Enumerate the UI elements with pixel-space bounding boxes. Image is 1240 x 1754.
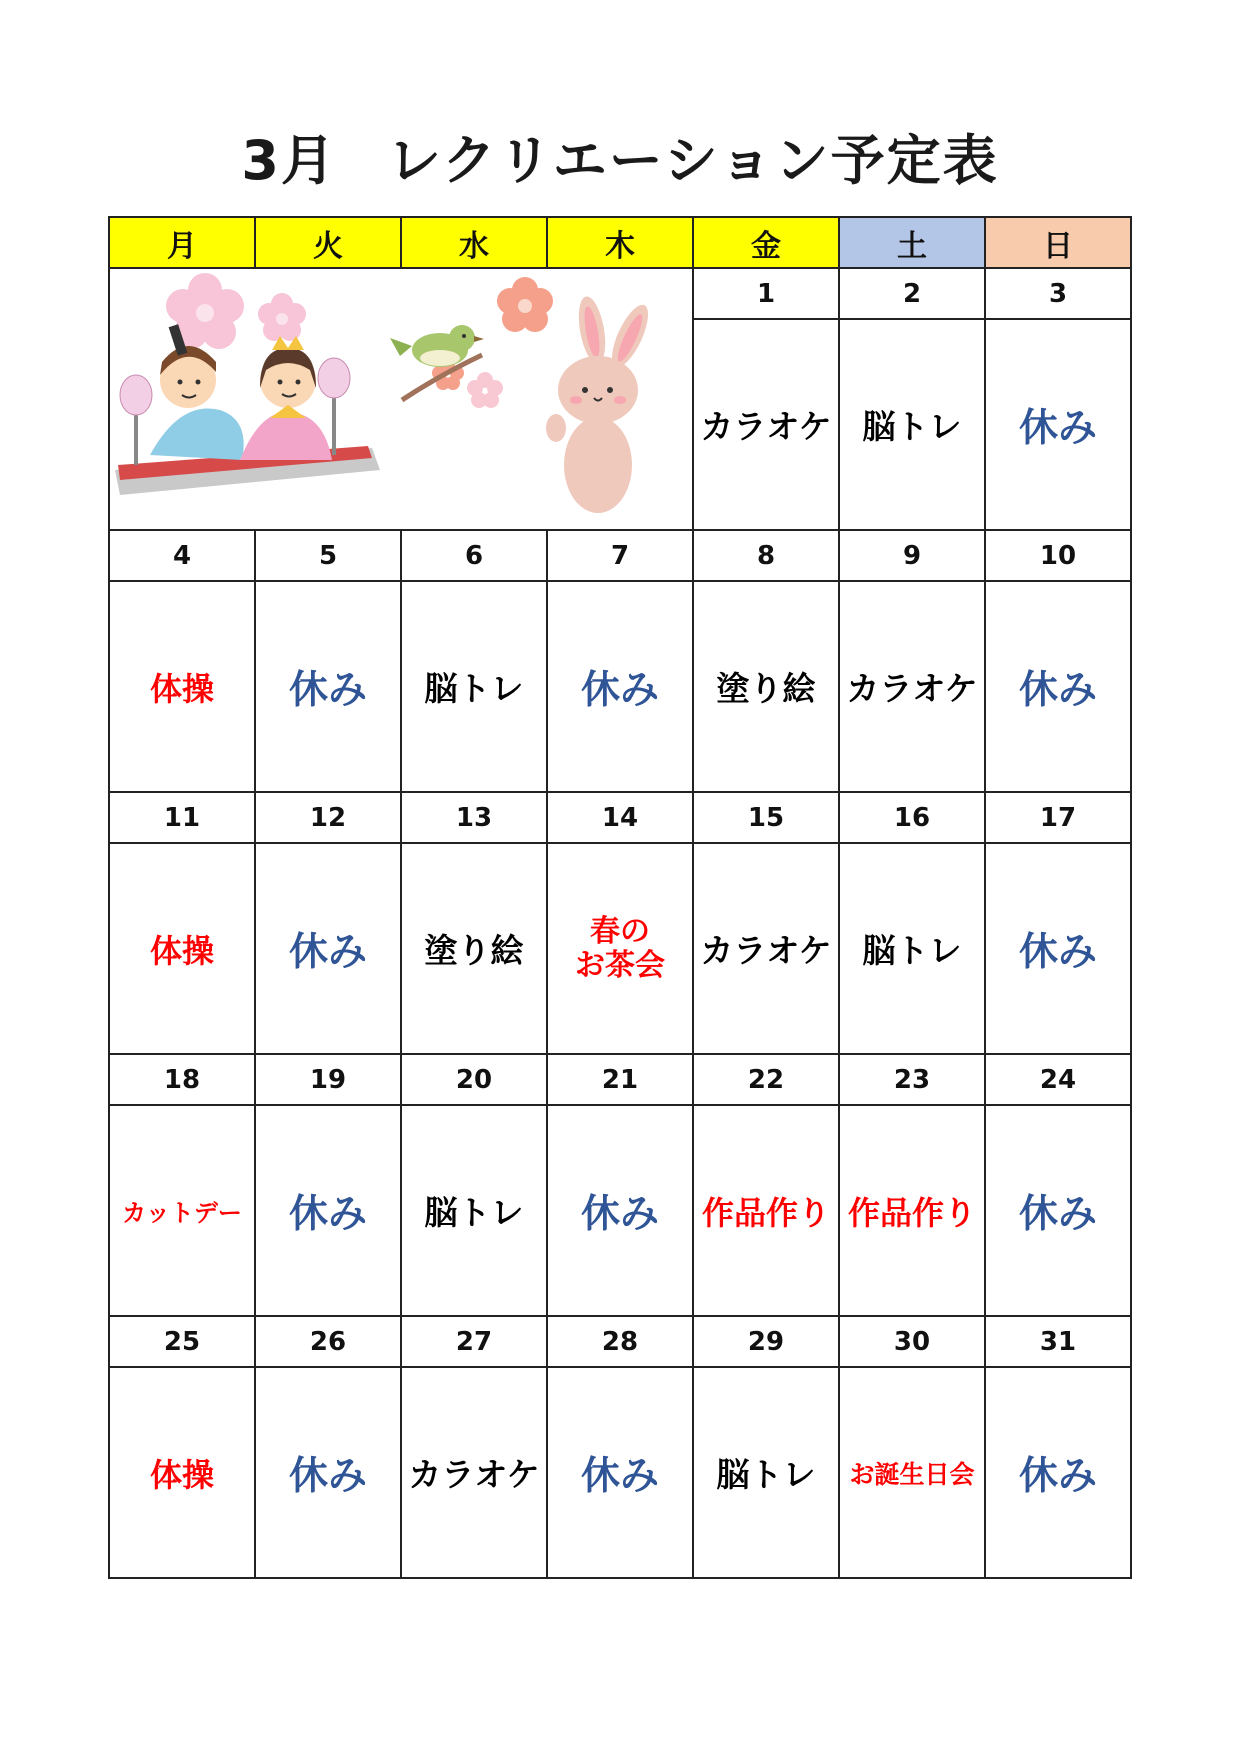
date-15: 15 (693, 792, 839, 843)
week-5-activity-row (109, 1367, 1131, 1578)
activity-label: 休み (288, 1453, 367, 1499)
week-4-date-row (109, 1054, 1131, 1105)
date-1: 1 (693, 268, 839, 319)
recreation-calendar (108, 216, 1132, 1579)
activity-cell (401, 843, 547, 1054)
date-30: 30 (839, 1316, 985, 1367)
activity-label: カラオケ (846, 669, 978, 708)
date-28: 28 (547, 1316, 693, 1367)
event-cell (839, 1367, 985, 1578)
date-27: 27 (401, 1316, 547, 1367)
activity-label: 休み (1018, 405, 1097, 451)
activity-label: 塗り絵 (716, 669, 816, 708)
rest-day-cell (985, 843, 1131, 1054)
week-2-activity-row (109, 581, 1131, 792)
activity-cell (839, 843, 985, 1054)
weekday-thu: 木 (547, 217, 693, 268)
week-3-activity-row (109, 843, 1131, 1054)
date-19: 19 (255, 1054, 401, 1105)
date-11: 11 (109, 792, 255, 843)
activity-cell (401, 1105, 547, 1316)
activity-label: カラオケ (700, 407, 832, 446)
rest-day-cell (547, 581, 693, 792)
activity-label: 脳トレ (716, 1455, 816, 1494)
event-cell (109, 1105, 255, 1316)
date-26: 26 (255, 1316, 401, 1367)
activity-label: 休み (580, 1453, 659, 1499)
activity-label: 休み (580, 1191, 659, 1237)
rest-day-cell (985, 319, 1131, 530)
weekday-header-row (109, 217, 1131, 268)
date-13: 13 (401, 792, 547, 843)
illustration-cell (109, 268, 693, 530)
rest-day-cell (255, 1105, 401, 1316)
date-23: 23 (839, 1054, 985, 1105)
activity-label: 休み (1018, 1453, 1097, 1499)
activity-label: カラオケ (700, 931, 832, 970)
date-12: 12 (255, 792, 401, 843)
week-5-date-row (109, 1316, 1131, 1367)
date-25: 25 (109, 1316, 255, 1367)
hina-dolls-icon (115, 324, 380, 495)
date-3: 3 (985, 268, 1131, 319)
activity-label: 休み (580, 667, 659, 713)
activity-cell (839, 319, 985, 530)
activity-label: 春の お茶会 (575, 913, 665, 983)
week-2-date-row (109, 530, 1131, 581)
weekday-fri: 金 (693, 217, 839, 268)
title-text: レクリエーション予定表 (386, 129, 999, 192)
activity-cell (693, 581, 839, 792)
activity-label: 脳トレ (424, 669, 524, 708)
activity-label: 休み (1018, 929, 1097, 975)
page-title (0, 118, 1240, 195)
rest-day-cell (985, 581, 1131, 792)
date-17: 17 (985, 792, 1131, 843)
activity-label: 休み (288, 1191, 367, 1237)
activity-label: 脳トレ (862, 407, 962, 446)
activity-label: 作品作り (701, 1193, 830, 1232)
activity-label: 休み (288, 929, 367, 975)
rabbit-icon (546, 294, 655, 513)
activity-label: 体操 (149, 669, 214, 708)
date-20: 20 (401, 1054, 547, 1105)
date-5: 5 (255, 530, 401, 581)
event-cell (547, 843, 693, 1054)
activity-label: 作品作り (847, 1193, 976, 1232)
date-2: 2 (839, 268, 985, 319)
date-8: 8 (693, 530, 839, 581)
activity-cell (693, 843, 839, 1054)
event-cell (839, 1105, 985, 1316)
hina-matsuri-illustration (110, 270, 688, 528)
weekday-wed: 水 (401, 217, 547, 268)
activity-label: カットデー (122, 1199, 242, 1227)
activity-label: カラオケ (408, 1455, 540, 1494)
date-9: 9 (839, 530, 985, 581)
activity-cell (693, 1367, 839, 1578)
activity-label: 休み (1018, 1191, 1097, 1237)
activity-cell (401, 1367, 547, 1578)
activity-cell (109, 843, 255, 1054)
title-month: 3月 (241, 129, 337, 192)
week-3-date-row (109, 792, 1131, 843)
activity-cell (401, 581, 547, 792)
date-10: 10 (985, 530, 1131, 581)
date-22: 22 (693, 1054, 839, 1105)
date-7: 7 (547, 530, 693, 581)
weekday-sat: 土 (839, 217, 985, 268)
activity-cell (109, 581, 255, 792)
activity-label: お誕生日会 (849, 1459, 975, 1489)
date-29: 29 (693, 1316, 839, 1367)
week-1-date-row (109, 268, 1131, 319)
rest-day-cell (547, 1105, 693, 1316)
date-6: 6 (401, 530, 547, 581)
event-cell (693, 1105, 839, 1316)
date-21: 21 (547, 1054, 693, 1105)
activity-label: 体操 (149, 1455, 214, 1494)
activity-label: 体操 (149, 931, 214, 970)
activity-label: 脳トレ (424, 1193, 524, 1232)
weekday-tue: 火 (255, 217, 401, 268)
date-14: 14 (547, 792, 693, 843)
activity-cell (109, 1367, 255, 1578)
activity-label: 休み (288, 667, 367, 713)
activity-label: 塗り絵 (424, 931, 524, 970)
date-4: 4 (109, 530, 255, 581)
week-4-activity-row (109, 1105, 1131, 1316)
date-31: 31 (985, 1316, 1131, 1367)
rest-day-cell (985, 1105, 1131, 1316)
activity-label: 休み (1018, 667, 1097, 713)
date-16: 16 (839, 792, 985, 843)
weekday-sun: 日 (985, 217, 1131, 268)
rest-day-cell (255, 581, 401, 792)
rest-day-cell (985, 1367, 1131, 1578)
activity-cell (839, 581, 985, 792)
activity-cell (693, 319, 839, 530)
date-24: 24 (985, 1054, 1131, 1105)
rest-day-cell (255, 1367, 401, 1578)
activity-label: 脳トレ (862, 931, 962, 970)
rest-day-cell (255, 843, 401, 1054)
rest-day-cell (547, 1367, 693, 1578)
weekday-mon: 月 (109, 217, 255, 268)
date-18: 18 (109, 1054, 255, 1105)
plum-blossom-icon (166, 273, 553, 408)
